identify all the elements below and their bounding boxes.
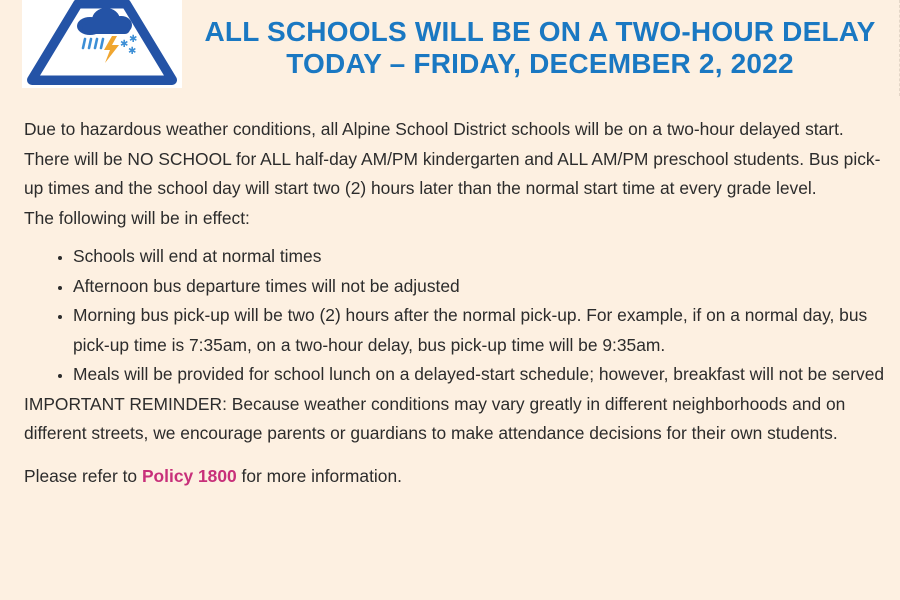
- header: [0, 0, 900, 100]
- more-info-line: [24, 462, 886, 492]
- svg-text:✱: ✱: [128, 46, 137, 57]
- important-reminder: IMPORTANT REMINDER: Because weather conditions may vary greatly in different neighborhoods and on different streets, we encourage parents or guardians to make attendance decisions for their own students.: [24, 393, 846, 443]
- page-title: [190, 16, 890, 80]
- intro-paragraph: Due to hazardous weather conditions, all Alpine School District schools will be on a two-hour delayed start. There will be NO SCHOOL for ALL half-day AM/PM kindergarten and ALL AM/PM preschool students. Bus pick-up times and the school day will start two (2) hours later than the normal start time at every grade level.: [24, 119, 881, 198]
- svg-text:✱: ✱: [129, 34, 138, 45]
- announcement-body: [24, 115, 886, 491]
- more-info-suffix: for more information.: [236, 465, 402, 486]
- following-label: The following will be in effect:: [24, 207, 250, 228]
- title-line-1: ALL SCHOOLS WILL BE ON A TWO-HOUR DELAY: [204, 16, 876, 47]
- svg-text:✱: ✱: [120, 39, 129, 50]
- more-info-prefix: Please refer to: [24, 465, 142, 486]
- list-item: • Schools will end at normal times: [73, 242, 886, 272]
- list-item: • Afternoon bus departure times will not be adjusted: [73, 272, 886, 302]
- policy-link[interactable]: Policy 1800: [141, 465, 237, 486]
- effects-list: [24, 242, 886, 390]
- weather-alert-icon: [22, 0, 182, 88]
- title-line-2: TODAY – FRIDAY, DECEMBER 2, 2022: [286, 48, 794, 79]
- list-item: • Meals will be provided for school lunch on a delayed-start schedule; however, breakfast will not be served: [73, 360, 886, 390]
- list-item: • Morning bus pick-up will be two (2) hours after the normal pick-up. For example, if on a normal day, bus pick-up time is 7:35am, on a two-hour delay, bus pick-up time will be 9:35am.: [73, 301, 886, 360]
- logo: [22, 0, 182, 88]
